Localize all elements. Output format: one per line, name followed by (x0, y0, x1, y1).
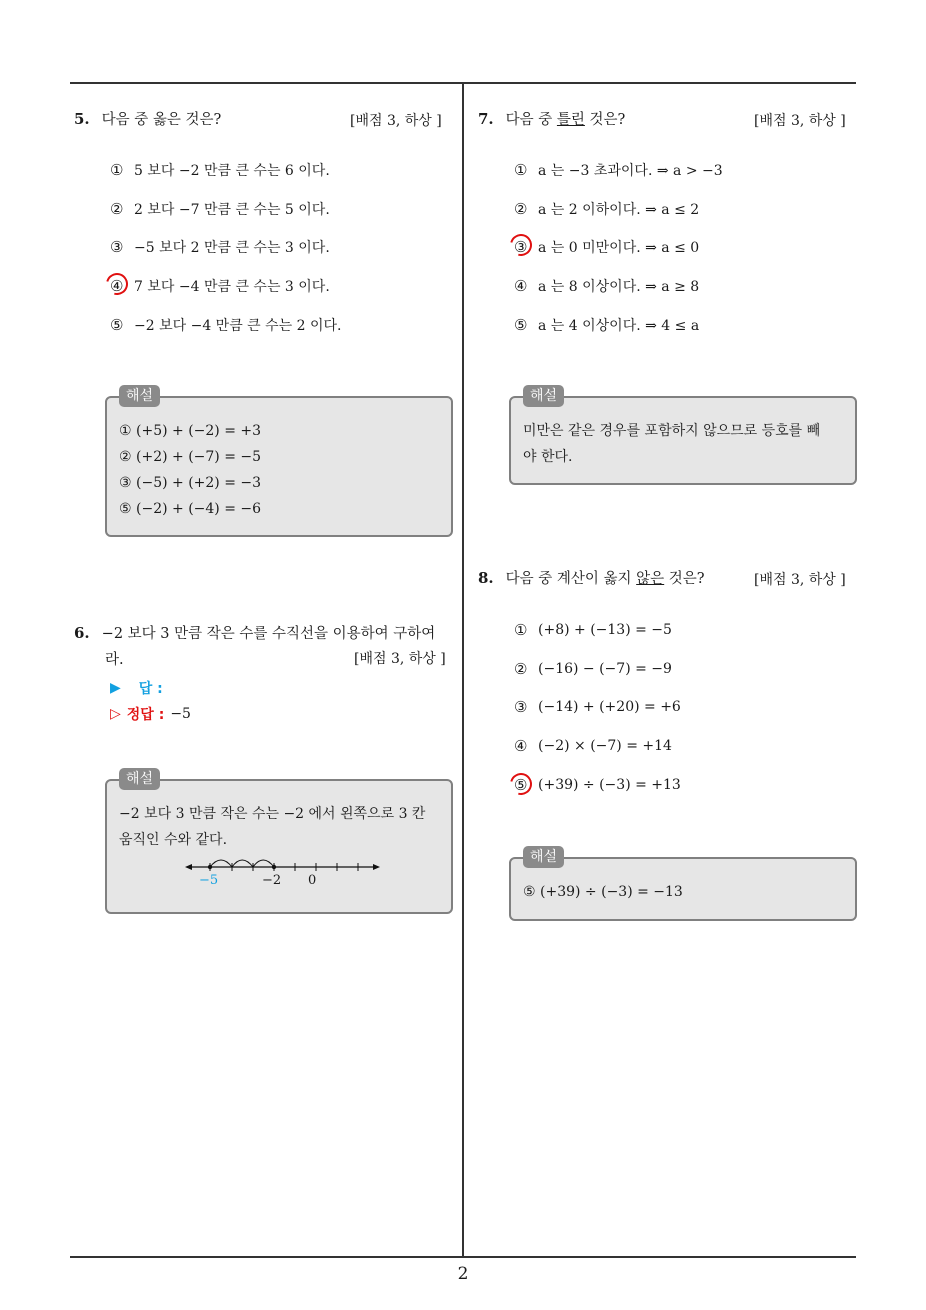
choice-mark: ③ (514, 238, 528, 256)
question-7-number: 7. (478, 110, 494, 128)
question-8-header (478, 567, 705, 588)
q8-answer-circle (506, 769, 536, 799)
question-5-number: 5. (74, 110, 90, 128)
correct-label: 정답 : (126, 707, 165, 723)
choice-text: 5 보다 −2 만큼 큰 수는 6 이다. (134, 163, 330, 179)
question-6-header (74, 622, 435, 643)
choice-mark: ② (514, 200, 528, 218)
question-8-number: 8. (478, 569, 494, 587)
q7-choice-5[interactable] (514, 315, 699, 335)
numberline-label-0: 0 (308, 873, 317, 888)
choice-mark: ① (514, 621, 528, 639)
outline-play-icon: ▷ (110, 706, 121, 722)
question-7-text-underlined: 틀린 (556, 112, 585, 128)
choice-mark: ① (110, 161, 124, 179)
number-line-left-arrow (185, 864, 192, 870)
choice-mark: ④ (514, 277, 528, 295)
numberline-label-minus-2: −2 (262, 873, 282, 888)
jump-arc-1 (210, 860, 232, 867)
jump-arc-3 (253, 860, 274, 867)
question-6-number: 6. (74, 624, 90, 642)
play-icon: ▶ (110, 680, 121, 696)
q5-explanation-line-2: ② (+2) + (−7) = −5 (119, 449, 262, 465)
q5-explanation-line-4: ⑤ (−2) + (−4) = −6 (119, 501, 262, 517)
choice-mark: ③ (110, 238, 124, 256)
question-7-meta: [배점 3, 하상 ] (754, 113, 846, 129)
jump-arc-2 (232, 860, 253, 867)
q5-explanation-line-1: ① (+5) + (−2) = +3 (119, 423, 262, 439)
choice-mark: ⑤ (110, 316, 124, 334)
correct-value: −5 (170, 706, 191, 722)
choice-mark: ⑤ (514, 316, 528, 334)
q6-explanation-line-1: −2 보다 3 만큼 작은 수는 −2 에서 왼쪽으로 3 칸 (119, 806, 426, 822)
q5-choice-5[interactable] (110, 315, 342, 335)
choice-text: 7 보다 −4 만큼 큰 수는 3 이다. (134, 279, 330, 295)
q7-choice-4[interactable] (514, 276, 699, 296)
numberline-label-minus-5: −5 (199, 873, 219, 888)
choice-text: a 는 2 이하이다. ⇒ a ≤ 2 (538, 202, 700, 218)
q6-explanation-box (105, 779, 453, 914)
q8-choice-5[interactable] (514, 776, 681, 794)
choice-mark: ④ (110, 277, 124, 295)
choice-text: a 는 4 이상이다. ⇒ 4 ≤ a (538, 318, 700, 334)
question-6-text: −2 보다 3 만큼 작은 수를 수직선을 이용하여 구하여 (101, 626, 436, 642)
choice-text: 2 보다 −7 만큼 큰 수는 5 이다. (134, 202, 330, 218)
question-7-text-after: 것은? (584, 112, 626, 128)
question-8-meta: [배점 3, 하상 ] (754, 572, 846, 588)
choice-text: (−14) + (+20) = +6 (538, 699, 681, 715)
q5-explanation-tag: 해설 (119, 385, 160, 407)
question-5-meta: [배점 3, 하상 ] (350, 113, 442, 129)
q8-choice-4[interactable] (514, 737, 672, 755)
q8-explanation-line: ⑤ (+39) ÷ (−3) = −13 (523, 884, 683, 900)
q7-explanation-tag: 해설 (523, 385, 564, 407)
choice-text: −5 보다 2 만큼 큰 수는 3 이다. (134, 240, 330, 256)
choice-mark: ② (110, 200, 124, 218)
question-6-text-cont: 라. (105, 652, 124, 668)
choice-text: −2 보다 −4 만큼 큰 수는 2 이다. (134, 318, 342, 334)
q6-explanation-line-2: 움직인 수와 같다. (119, 832, 228, 848)
q5-choice-1[interactable] (110, 160, 330, 180)
q8-choice-2[interactable] (514, 660, 672, 678)
column-divider (462, 82, 464, 1258)
choice-text: a 는 −3 초과이다. ⇒ a > −3 (538, 163, 723, 179)
q5-choice-2[interactable] (110, 199, 330, 219)
choice-text: a 는 8 이상이다. ⇒ a ≥ 8 (538, 279, 700, 295)
question-5-header (74, 108, 221, 129)
q6-explanation-tag: 해설 (119, 768, 160, 790)
choice-mark: ② (514, 660, 528, 678)
bottom-rule (70, 1256, 856, 1258)
q8-choice-3[interactable] (514, 698, 681, 716)
q5-choice-3[interactable] (110, 237, 330, 257)
choice-text: (−16) − (−7) = −9 (538, 661, 672, 677)
q7-explanation-line-2: 야 한다. (523, 449, 573, 465)
choice-mark: ③ (514, 698, 528, 716)
question-6-meta: [배점 3, 하상 ] (354, 651, 446, 667)
question-8-text-before: 다음 중 계산이 옳지 (505, 571, 637, 587)
q5-choice-4[interactable] (110, 276, 330, 296)
q7-choice-1[interactable] (514, 160, 723, 180)
page-number: 2 (457, 1264, 469, 1284)
choice-text: (+8) + (−13) = −5 (538, 622, 672, 638)
q5-explanation-line-3: ③ (−5) + (+2) = −3 (119, 475, 262, 491)
q7-choice-2[interactable] (514, 199, 699, 219)
question-7-header (478, 108, 625, 129)
choice-mark: ⑤ (514, 776, 528, 794)
choice-text: (+39) ÷ (−3) = +13 (538, 777, 681, 793)
choice-mark: ④ (514, 737, 528, 755)
question-8-text-underlined: 않은 (636, 571, 665, 587)
q7-choice-3[interactable] (514, 237, 699, 257)
question-7-text-before: 다음 중 (505, 112, 557, 128)
choice-mark: ① (514, 161, 528, 179)
q7-explanation-line-1: 미만은 같은 경우를 포함하지 않으므로 등호를 빼 (523, 423, 821, 439)
choice-text: a 는 0 미만이다. ⇒ a ≤ 0 (538, 240, 700, 256)
point-minus-5 (208, 865, 212, 869)
answer-label: 답 : (138, 681, 163, 697)
q6-correct-line (110, 704, 191, 724)
q8-choice-1[interactable] (514, 621, 672, 639)
choice-text: (−2) × (−7) = +14 (538, 738, 672, 754)
question-5-text: 다음 중 옳은 것은? (101, 112, 222, 128)
q6-answer-line[interactable] (110, 678, 163, 698)
q5-explanation-box (105, 396, 453, 537)
number-line-right-arrow (373, 864, 380, 870)
q8-explanation-tag: 해설 (523, 846, 564, 868)
question-8-text-after: 것은? (664, 571, 705, 587)
point-minus-2 (272, 865, 276, 869)
q7-explanation-box (509, 396, 857, 485)
